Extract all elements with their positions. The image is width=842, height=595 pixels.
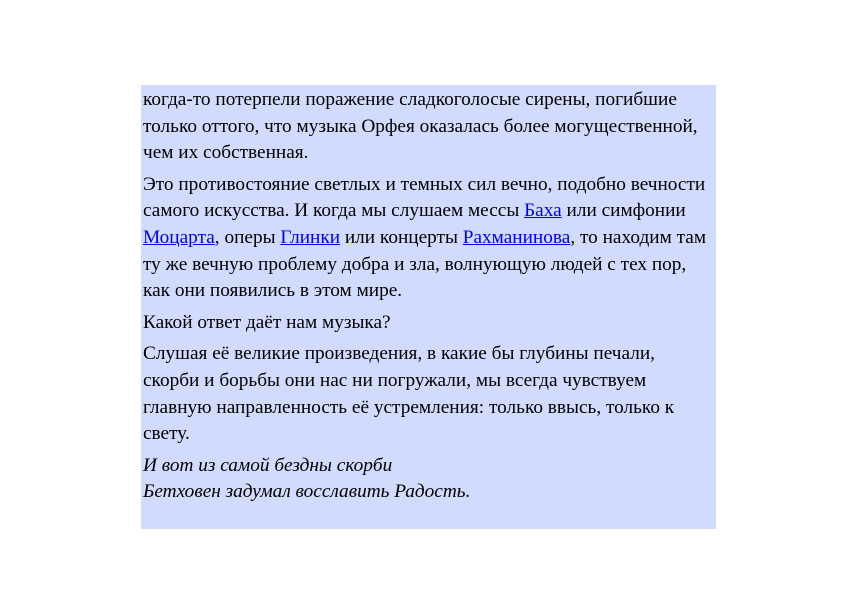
text-box	[141, 85, 716, 529]
quote-line-1: И вот из самой бездны скорби	[143, 454, 393, 476]
link-bach[interactable]: Баха	[524, 200, 562, 222]
paragraph-sirens: когда-то потерпели поражение сладкоголосые сирены, погибшие только оттого, что музыка Орфея оказалась более могущественной, чем их собственная.	[143, 89, 698, 164]
paragraph-text: или симфонии	[561, 200, 686, 222]
link-rachmaninov[interactable]: Рахманинова	[462, 226, 571, 248]
quote-line-2: Бетховен задумал восславить Радость.	[143, 481, 471, 503]
paragraph-answer: Слушая её великие произведения, в какие бы глубины печали, скорби и борьбы они нас ни погружали, мы всегда чувствуем главную направленность её устремления: только ввысь, только к свету.	[143, 343, 675, 445]
paragraph-eternal-struggle	[143, 172, 714, 305]
paragraph-question: Какой ответ даёт нам музыка?	[143, 311, 391, 333]
paragraph-text: или концерты	[340, 226, 463, 248]
paragraph-text: , то находим там ту же вечную проблему добра и зла, волнующую людей с тех пор, как они появились в этом мире.	[143, 226, 707, 302]
paragraph-text: Это противостояние светлых и темных сил вечно, подобно вечности самого искусства. И когда мы слушаем мессы	[143, 173, 706, 222]
paragraph-text: , оперы	[214, 226, 281, 248]
link-glinka[interactable]: Глинки	[280, 226, 341, 248]
link-mozart[interactable]: Моцарта	[143, 226, 215, 248]
